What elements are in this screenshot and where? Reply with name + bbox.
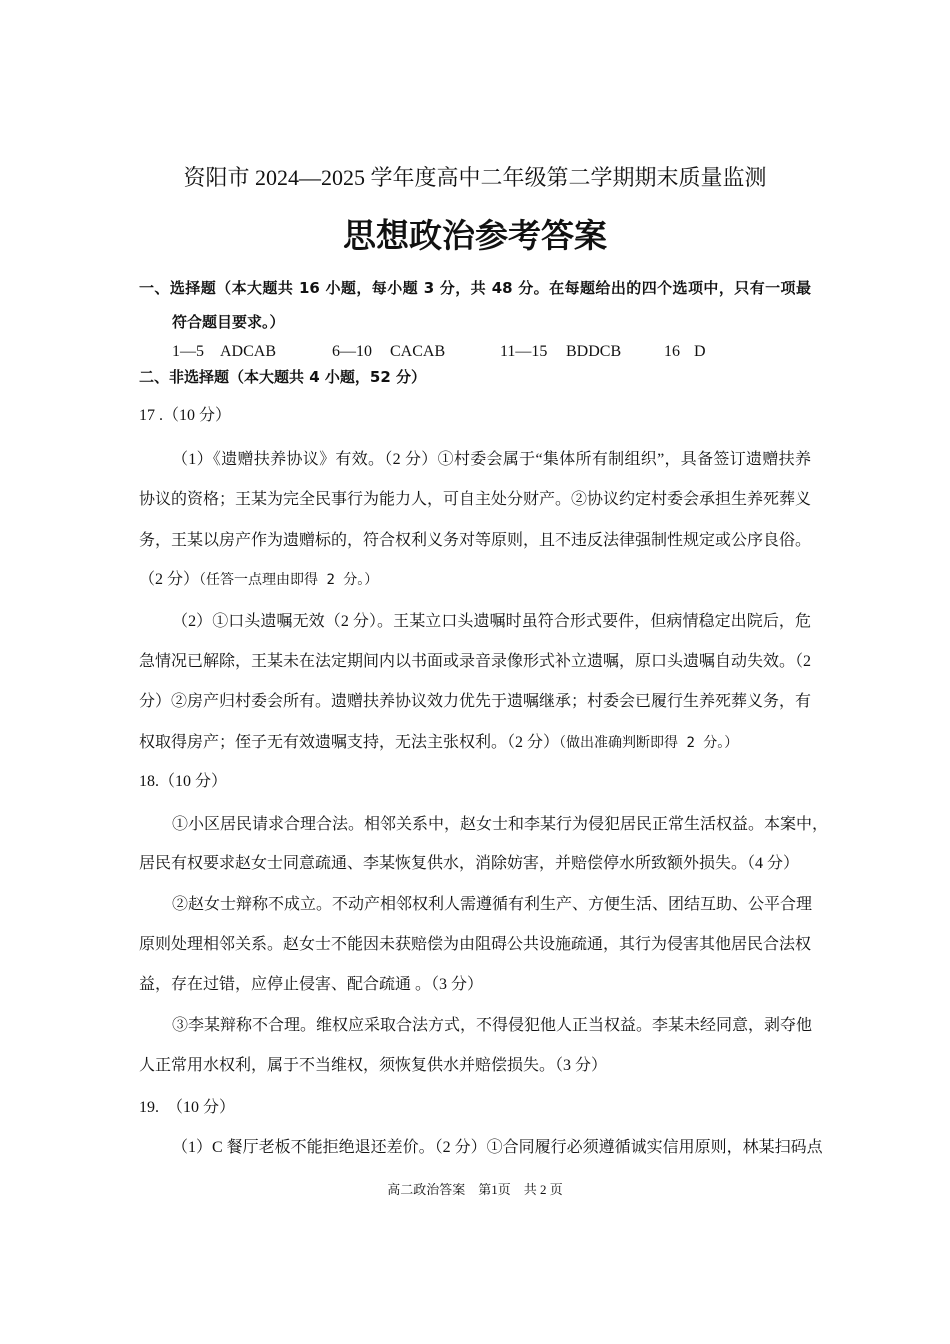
q18-line: 人正常用水权利，属于不当维权，须恢复供水并赔偿损失。（3 分） xyxy=(139,1057,608,1074)
text: 权取得房产；侄子无有效遗嘱支持，无法主张权利。（2 分） xyxy=(139,734,560,751)
q17-line: 务，王某以房产作为遗赠标的，符合权利义务对等原则，且不违反法律强制性规定或公序良俗。 xyxy=(139,532,812,549)
choice-answers xyxy=(172,342,811,362)
q19-line: （1）C 餐厅老板不能拒绝退还差价。（2 分）①合同履行必须遵循诚实信用原则，林某扫码点 xyxy=(172,1139,823,1156)
doc-title: 资阳市 2024—2025 学年度高中二年级第二学期期末质量监测 xyxy=(183,165,767,190)
grading-note: （任答一点理由即得 2 分。） xyxy=(199,572,379,588)
q17-line: （1）《遗赠扶养协议》有效。（2 分）①村委会属于“集体所有制组织”，具备签订遗赠扶养 xyxy=(172,451,811,468)
answer-range: 16 xyxy=(664,343,680,360)
q19-title: 19. （10 分） xyxy=(139,1099,236,1116)
answer-value: ADCAB xyxy=(220,343,277,360)
q18-title: 18.（10 分） xyxy=(139,773,228,790)
section2-heading: 二、非选择题（本大题共 4 小题，52 分） xyxy=(139,368,426,386)
doc-subtitle: 思想政治参考答案 xyxy=(343,216,607,255)
score: （2 分） xyxy=(139,571,200,588)
section1-heading-cont: 符合题目要求。） xyxy=(172,313,285,331)
answer-range: 11—15 xyxy=(500,343,548,360)
answer-value: BDDCB xyxy=(566,343,622,360)
answer-range: 6—10 xyxy=(332,343,372,360)
q17-line: 急情况已解除，王某未在法定期间内以书面或录音录像形式补立遗嘱，原口头遗嘱自动失效。（2 xyxy=(139,653,812,670)
q18-line: 原则处理相邻关系。赵女士不能因未获赔偿为由阻碍公共设施疏通，其行为侵害其他居民合法权 xyxy=(139,936,812,953)
answer-value: D xyxy=(694,343,706,360)
q17-line: 协议的资格；王某为完全民事行为能力人，可自主处分财产。②协议约定村委会承担生养死葬义 xyxy=(139,491,812,508)
answer-value: CACAB xyxy=(390,343,446,360)
q17-line xyxy=(139,570,811,590)
q17-title: 17 .（10 分） xyxy=(139,407,232,424)
q18-line: ②赵女士辩称不成立。不动产相邻权利人需遵循有利生产、方便生活、团结互助、公平合理 xyxy=(172,896,813,913)
q17-line xyxy=(139,733,811,753)
answer-range: 1—5 xyxy=(172,343,204,360)
q18-line: ③李某辩称不合理。维权应采取合法方式，不得侵犯他人正当权益。李某未经同意，剥夺他 xyxy=(172,1017,813,1034)
q17-line: （2）①口头遗嘱无效（2 分）。王某立口头遗嘱时虽符合形式要件，但病情稳定出院后，危 xyxy=(172,613,811,630)
section1-heading: 一、选择题（本大题共 16 小题，每小题 3 分，共 48 分。在每题给出的四个选项中，只有一项最 xyxy=(139,279,811,297)
q17-line: 分）②房产归村委会所有。遗赠扶养协议效力优先于遗嘱继承；村委会已履行生养死葬义务，有 xyxy=(139,693,812,710)
q18-line: 益，存在过错，应停止侵害、配合疏通 。（3 分） xyxy=(139,976,484,993)
page-footer: 高二政治答案 第1页 共 2 页 xyxy=(387,1182,563,1197)
q18-line: ①小区居民请求合理合法。相邻关系中，赵女士和李某行为侵犯居民正常生活权益。本案中， xyxy=(172,816,829,833)
q18-line: 居民有权要求赵女士同意疏通、李某恢复供水，消除妨害，并赔偿停水所致额外损失。（4 分） xyxy=(139,855,800,872)
grading-note: （做出准确判断即得 2 分。） xyxy=(559,735,739,751)
